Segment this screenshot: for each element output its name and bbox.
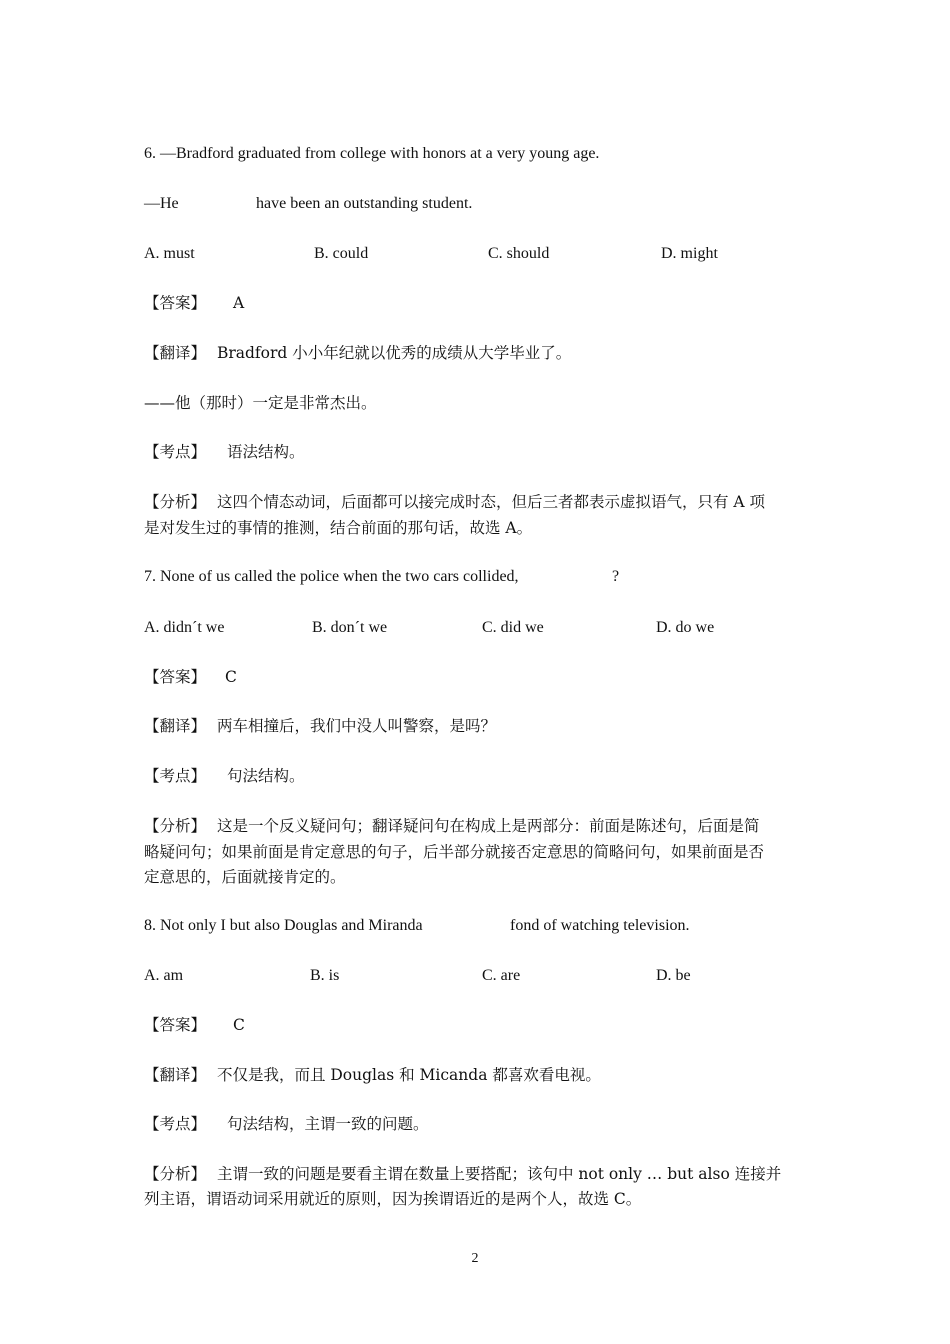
- answer-value: C: [232, 1016, 245, 1034]
- q7-analysis-line3: 定意思的，后面就接肯定的。: [144, 868, 346, 886]
- q8-options: [144, 966, 844, 986]
- q6-stem: 6. —Bradford graduated from college with honors at a very young age.: [144, 145, 600, 162]
- q7-stem-end: ?: [612, 568, 620, 585]
- q6-option-d: D. might: [661, 245, 718, 262]
- q6-translation-line2: ——他（那时）一定是非常杰出。: [144, 394, 377, 412]
- q8-analysis-line2: 列主语，谓语动词采用就近的原则，因为挨谓语近的是两个人，故选 C。: [144, 1190, 642, 1208]
- q6-options: [144, 244, 844, 264]
- q8-translation: [144, 1065, 601, 1085]
- q8-option-a: A. am: [144, 967, 184, 984]
- translation-label: 【翻译】: [144, 344, 207, 362]
- q8-option-d: D. be: [656, 967, 691, 984]
- q8-option-c: C. are: [482, 967, 521, 984]
- point-text: 语法结构。: [226, 443, 305, 461]
- translation-label: 【翻译】: [144, 1066, 207, 1084]
- analysis-text: 这是一个反义疑问句；翻译疑问句在构成上是两部分：前面是陈述句，后面是简: [216, 817, 760, 835]
- q6-option-c: C. should: [488, 245, 550, 262]
- q6-analysis: [144, 492, 765, 512]
- q7-analysis-line2: 略疑问句；如果前面是肯定意思的句子，后半部分就接否定意思的简略问句，如果前面是否: [144, 843, 765, 861]
- q7-stem: [144, 567, 620, 587]
- q7-point: [144, 766, 304, 786]
- q7-option-d: D. do we: [656, 619, 715, 636]
- answer-label: 【答案】: [144, 668, 207, 686]
- point-label: 【考点】: [144, 443, 207, 461]
- q6-reply-rest: have been an outstanding student.: [256, 195, 473, 212]
- answer-label: 【答案】: [144, 294, 207, 312]
- q8-point: [144, 1114, 428, 1134]
- point-text: 句法结构。: [226, 767, 305, 785]
- q8-stem-rest: fond of watching television.: [510, 917, 690, 934]
- analysis-text: 主谓一致的问题是要看主谓在数量上要搭配；该句中 not only … but also 连接并: [216, 1165, 782, 1183]
- q6-point: [144, 442, 304, 462]
- translation-label: 【翻译】: [144, 717, 207, 735]
- q7-stem-text: 7. None of us called the police when the two cars collided,: [144, 568, 519, 585]
- q6-option-a: A. must: [144, 245, 195, 262]
- translation-text: 不仅是我，而且 Douglas 和 Micanda 都喜欢看电视。: [216, 1066, 601, 1084]
- q8-answer: [144, 1015, 245, 1035]
- q7-option-c: C. did we: [482, 619, 544, 636]
- translation-text: 两车相撞后，我们中没人叫警察，是吗？: [216, 717, 496, 735]
- q6-option-b: B. could: [314, 245, 369, 262]
- q7-answer: [144, 667, 237, 687]
- point-text: 句法结构，主谓一致的问题。: [226, 1115, 429, 1133]
- analysis-label: 【分析】: [144, 493, 207, 511]
- analysis-label: 【分析】: [144, 1165, 207, 1183]
- q7-translation: [144, 716, 496, 736]
- analysis-label: 【分析】: [144, 817, 207, 835]
- q7-analysis: [144, 816, 759, 836]
- page-number: 2: [471, 1251, 479, 1266]
- answer-value: C: [224, 668, 237, 686]
- q6-answer: [144, 293, 244, 313]
- analysis-text: 这四个情态动词，后面都可以接完成时态，但后三者都表示虚拟语气，只有 A 项: [216, 493, 766, 511]
- point-label: 【考点】: [144, 1115, 207, 1133]
- q7-options: [144, 618, 844, 638]
- answer-value: A: [232, 294, 245, 312]
- point-label: 【考点】: [144, 767, 207, 785]
- q8-stem-text: 8. Not only I but also Douglas and Miranda: [144, 917, 423, 934]
- q8-option-b: B. is: [310, 967, 340, 984]
- q7-option-b: B. don´t we: [312, 619, 388, 636]
- answer-label: 【答案】: [144, 1016, 207, 1034]
- q6-reply-start: —He: [144, 195, 179, 212]
- translation-text: Bradford 小小年纪就以优秀的成绩从大学毕业了。: [216, 344, 572, 362]
- q6-translation: [144, 343, 571, 363]
- q6-reply: [144, 194, 473, 214]
- q8-analysis: [144, 1164, 781, 1184]
- q6-analysis-line2: 是对发生过的事情的推测，结合前面的那句话，故选 A。: [144, 519, 533, 537]
- q7-option-a: A. didn´t we: [144, 619, 225, 636]
- q8-stem: [144, 916, 690, 936]
